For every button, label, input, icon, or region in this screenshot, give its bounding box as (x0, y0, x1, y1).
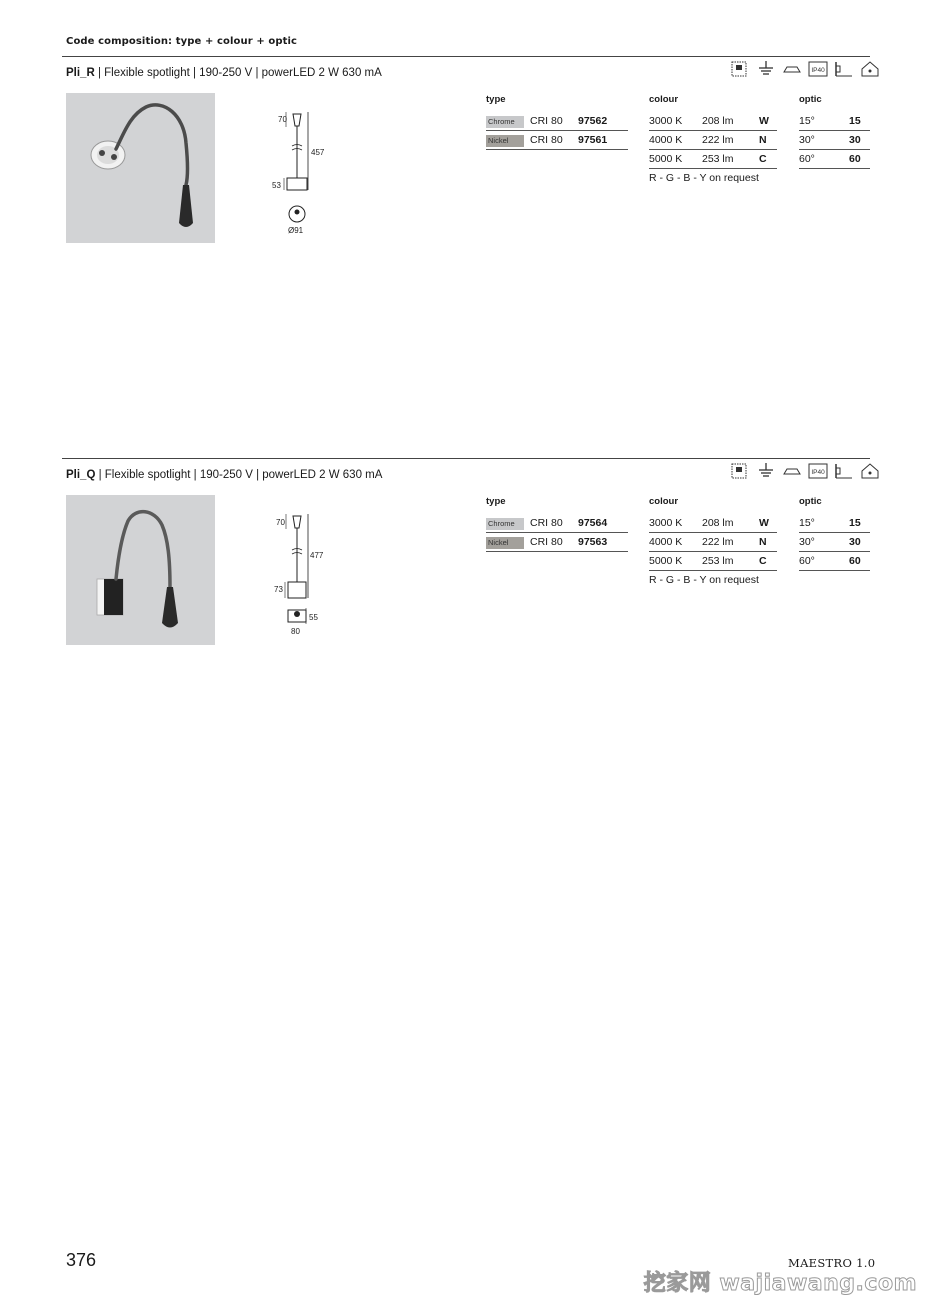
table-row (486, 131, 628, 150)
table-row (799, 552, 870, 571)
catalogue-brand: MAESTRO 1.0 (788, 1256, 876, 1270)
page-number: 376 (66, 1250, 97, 1270)
feature-icons (730, 61, 880, 77)
table-row (649, 150, 777, 169)
colour-code: C (759, 150, 777, 169)
product-description: | Flexible spotlight | 190-250 V | powerLED 2 W 630 mA (95, 469, 383, 481)
beam-angle: 30° (799, 131, 849, 150)
luminous-flux: 208 lm (702, 514, 759, 533)
dimension-drawing (272, 512, 332, 640)
dimension-base: 53 (272, 181, 281, 190)
table-row (799, 131, 870, 150)
table-row (799, 533, 870, 552)
table-row (649, 514, 777, 533)
cri-value: CRI 80 (530, 514, 578, 533)
colour-code: N (759, 533, 777, 552)
optic-table (799, 514, 870, 571)
table-row (799, 112, 870, 131)
cri-value: CRI 80 (530, 131, 578, 150)
optic-code: 30 (849, 131, 870, 150)
column-colour-heading: colour (649, 496, 679, 507)
colour-on-request-note: R - G - B - Y on request (649, 172, 759, 184)
colour-temperature: 5000 K (649, 150, 702, 169)
beam-angle: 60° (799, 552, 849, 571)
divider (62, 56, 870, 57)
luminous-flux: 208 lm (702, 112, 759, 131)
table-row (649, 533, 777, 552)
dimension-width: 55 (309, 613, 318, 622)
class-2-icon (730, 463, 750, 479)
luminous-flux: 222 lm (702, 131, 759, 150)
table-row (486, 514, 628, 533)
luminous-flux: 222 lm (702, 533, 759, 552)
luminous-flux: 253 lm (702, 552, 759, 571)
product-title (66, 67, 382, 79)
colour-temperature: 4000 K (649, 533, 702, 552)
colour-temperature: 5000 K (649, 552, 702, 571)
cri-value: CRI 80 (530, 112, 578, 131)
optic-code: 30 (849, 533, 870, 552)
surface-mount-icon (782, 463, 802, 479)
feature-icons (730, 463, 880, 479)
earth-icon (756, 61, 776, 77)
table-row (486, 112, 628, 131)
divider (62, 458, 870, 459)
finish-swatch: Chrome (486, 116, 524, 128)
colour-code: W (759, 112, 777, 131)
column-type-heading: type (486, 496, 506, 507)
colour-code: N (759, 131, 777, 150)
dimension-top: 70 (278, 115, 287, 124)
article-code: 97562 (578, 112, 628, 131)
earth-icon (756, 463, 776, 479)
column-optic-heading: optic (799, 94, 822, 105)
table-row (649, 131, 777, 150)
colour-code: C (759, 552, 777, 571)
dimension-length: 477 (310, 551, 324, 560)
optic-table (799, 112, 870, 169)
surface-mount-icon (782, 61, 802, 77)
ip-rating-label: IP40 (811, 67, 825, 74)
product-code: Pli_Q (66, 469, 96, 481)
dimension-drawing (272, 110, 332, 235)
ceiling-mount-icon (860, 463, 880, 479)
ip-rating-label: IP40 (811, 469, 825, 476)
column-optic-heading: optic (799, 496, 822, 507)
table-row (486, 533, 628, 552)
colour-table (649, 112, 777, 169)
table-row (799, 150, 870, 169)
optic-code: 15 (849, 514, 870, 533)
column-colour-heading: colour (649, 94, 679, 105)
optic-code: 60 (849, 150, 870, 169)
class-2-icon (730, 61, 750, 77)
luminous-flux: 253 lm (702, 150, 759, 169)
dimension-diameter: 80 (291, 627, 300, 636)
cri-value: CRI 80 (530, 533, 578, 552)
article-code: 97564 (578, 514, 628, 533)
finish-swatch: Nickel (486, 135, 524, 147)
product-photo (66, 93, 215, 243)
ip40-icon (808, 61, 828, 77)
article-code: 97563 (578, 533, 628, 552)
colour-temperature: 3000 K (649, 112, 702, 131)
colour-table (649, 514, 777, 571)
table-row (799, 514, 870, 533)
article-code: 97561 (578, 131, 628, 150)
colour-temperature: 3000 K (649, 514, 702, 533)
colour-temperature: 4000 K (649, 131, 702, 150)
colour-on-request-note: R - G - B - Y on request (649, 574, 759, 586)
wall-mount-icon (834, 61, 854, 77)
ip40-icon (808, 463, 828, 479)
code-composition-note: Code composition: type + colour + optic (66, 36, 298, 47)
product-photo (66, 495, 215, 645)
product-title (66, 469, 382, 481)
dimension-top: 70 (276, 518, 285, 527)
type-table (486, 514, 628, 552)
ceiling-mount-icon (860, 61, 880, 77)
colour-code: W (759, 514, 777, 533)
beam-angle: 60° (799, 150, 849, 169)
beam-angle: 30° (799, 533, 849, 552)
dimension-length: 457 (311, 148, 325, 157)
wall-mount-icon (834, 463, 854, 479)
finish-swatch: Nickel (486, 537, 524, 549)
finish-swatch: Chrome (486, 518, 524, 530)
dimension-base: 73 (274, 585, 283, 594)
dimension-diameter: Ø91 (288, 226, 304, 235)
table-row (649, 112, 777, 131)
product-code: Pli_R (66, 67, 95, 79)
optic-code: 60 (849, 552, 870, 571)
optic-code: 15 (849, 112, 870, 131)
beam-angle: 15° (799, 112, 849, 131)
product-description: | Flexible spotlight | 190-250 V | powerLED 2 W 630 mA (94, 67, 382, 79)
watermark: 挖家网 wajiawang.com (643, 1271, 917, 1296)
beam-angle: 15° (799, 514, 849, 533)
type-table (486, 112, 628, 150)
table-row (649, 552, 777, 571)
column-type-heading: type (486, 94, 506, 105)
